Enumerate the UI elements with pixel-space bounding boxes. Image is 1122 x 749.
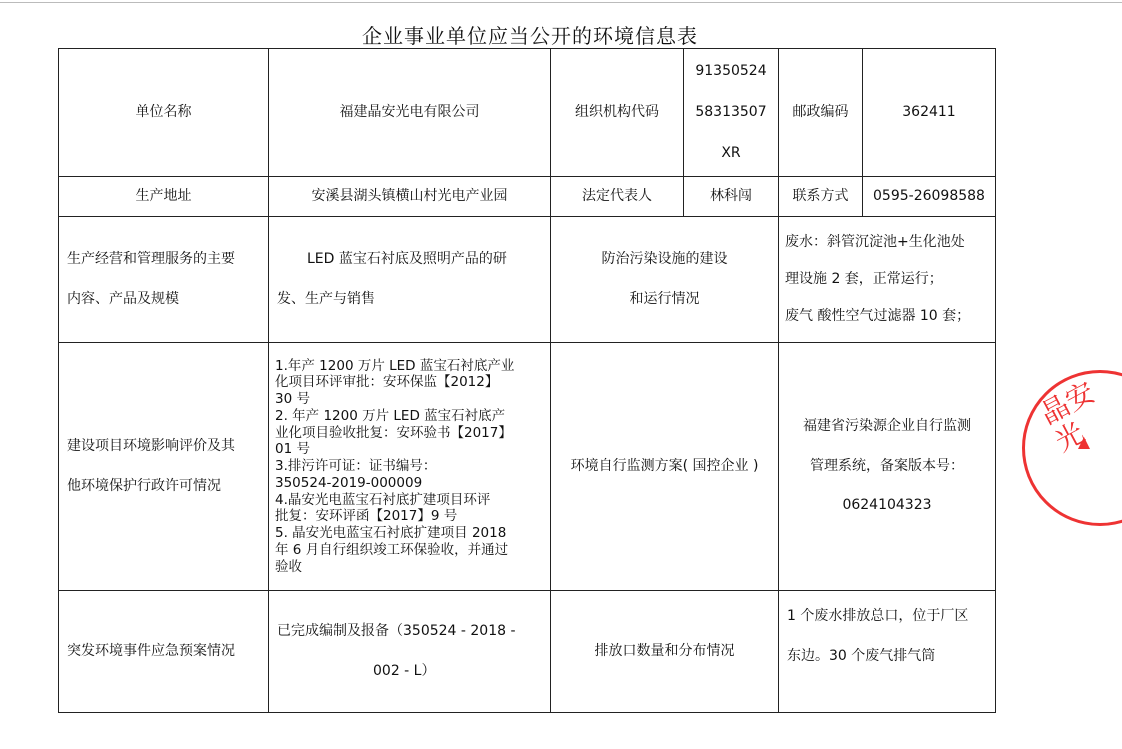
outlet-distribution-value-line: 东边。30 个废气排气筒 [787, 647, 936, 664]
self-monitoring-value-line: 0624104323 [842, 497, 932, 514]
org-code-line: 58313507 [695, 103, 767, 120]
outlet-distribution-value-line: 1 个废水排放总口，位于厂区 [787, 608, 969, 624]
legal-rep-label: 法定代表人 [582, 187, 652, 204]
postal-code-label: 邮政编码 [792, 103, 849, 120]
outlet-distribution-value [779, 591, 995, 712]
eia-permit-line: 批复：安环评函【2017】9 号 [275, 508, 458, 525]
eia-permit-line: 01 号 [275, 441, 310, 458]
address-label: 生产地址 [135, 187, 192, 204]
eia-permit-label-line: 建设项目环境影响评价及其 [67, 437, 235, 454]
business-scope-value [269, 217, 550, 342]
org-code-value [684, 49, 778, 176]
eia-permit-line: 2. 年产 1200 万片 LED 蓝宝石衬底产 [275, 407, 506, 424]
table-bottom-border [58, 712, 996, 713]
pollution-facility-label-line: 和运行情况 [629, 290, 700, 307]
business-scope-value-line: LED 蓝宝石衬底及照明产品的研 [307, 250, 507, 267]
page-title: 企业事业单位应当公开的环境信息表 [362, 24, 698, 48]
emergency-plan-value [269, 591, 550, 712]
outlet-distribution-label: 排放口数量和分布情况 [594, 642, 735, 659]
pollution-facility-label [551, 217, 778, 342]
org-code-label: 组织机构代码 [575, 103, 659, 120]
business-scope-value-line: 发、生产与销售 [277, 290, 375, 307]
business-scope-label [59, 217, 268, 342]
eia-permit-label [59, 343, 268, 590]
pollution-facility-value [779, 217, 995, 342]
business-scope-label-line: 内容、产品及规模 [67, 290, 179, 307]
self-monitoring-value [779, 343, 995, 590]
self-monitoring-value-line: 福建省污染源企业自行监测 [803, 417, 971, 434]
eia-permit-line: 350524-2019-000009 [275, 474, 423, 491]
pollution-facility-label-line: 防治污染设施的建设 [601, 250, 728, 267]
org-code-line: XR [721, 145, 741, 162]
eia-permit-label-line: 他环境保护行政许可情况 [67, 477, 221, 494]
contact-value: 0595-26098588 [873, 187, 985, 204]
pollution-facility-value-line: 废气 酸性空气过滤器 10 套； [785, 308, 971, 325]
self-monitoring-label: 环境自行监测方案( 国控企业 ) [570, 457, 759, 474]
eia-permit-line: 5. 晶安光电蓝宝石衬底扩建项目 2018 [275, 525, 507, 542]
eia-permit-line: 业化项目验收批复：安环验书【2017】 [275, 424, 512, 441]
address-value: 安溪县湖头镇横山村光电产业园 [311, 187, 508, 204]
emergency-plan-label: 突发环境事件应急预案情况 [67, 642, 235, 659]
pollution-facility-value-line: 理设施 2 套，正常运行； [785, 270, 943, 287]
eia-permit-line: 化项目环评审批：安环保监【2012】 [275, 374, 499, 391]
top-border-line [0, 2, 1122, 3]
legal-rep-value: 林科闯 [710, 187, 752, 204]
unit-name-value: 福建晶安光电有限公司 [339, 103, 480, 120]
emergency-plan-value-line: 已完成编制及报备（350524 - 2018 - [277, 622, 516, 639]
table-right-border [995, 48, 996, 713]
self-monitoring-value-line: 管理系统，备案版本号： [810, 457, 964, 474]
eia-permit-line: 4.晶安光电蓝宝石衬底扩建项目环评 [275, 491, 491, 508]
postal-code-value: 362411 [902, 103, 956, 120]
eia-permit-line: 30 号 [275, 391, 310, 408]
eia-permit-line: 年 6 月自行组织竣工环保验收，并通过 [275, 541, 509, 558]
contact-label: 联系方式 [792, 187, 849, 204]
business-scope-label-line: 生产经营和管理服务的主要 [67, 250, 235, 267]
org-code-line: 91350524 [695, 62, 767, 79]
pollution-facility-value-line: 废水：斜管沉淀池+生化池处 [785, 233, 965, 250]
eia-permit-value [269, 343, 550, 590]
unit-name-label: 单位名称 [135, 103, 192, 120]
eia-permit-line: 验收 [275, 558, 302, 575]
eia-permit-line: 1.年产 1200 万片 LED 蓝宝石衬底产业 [275, 357, 515, 374]
emergency-plan-value-line: 002 - L） [373, 662, 436, 679]
seal-star-icon [1078, 437, 1090, 449]
company-seal-text: 晶安光 [1035, 375, 1101, 459]
eia-permit-line: 3.排污许可证：证书编号： [275, 458, 437, 475]
